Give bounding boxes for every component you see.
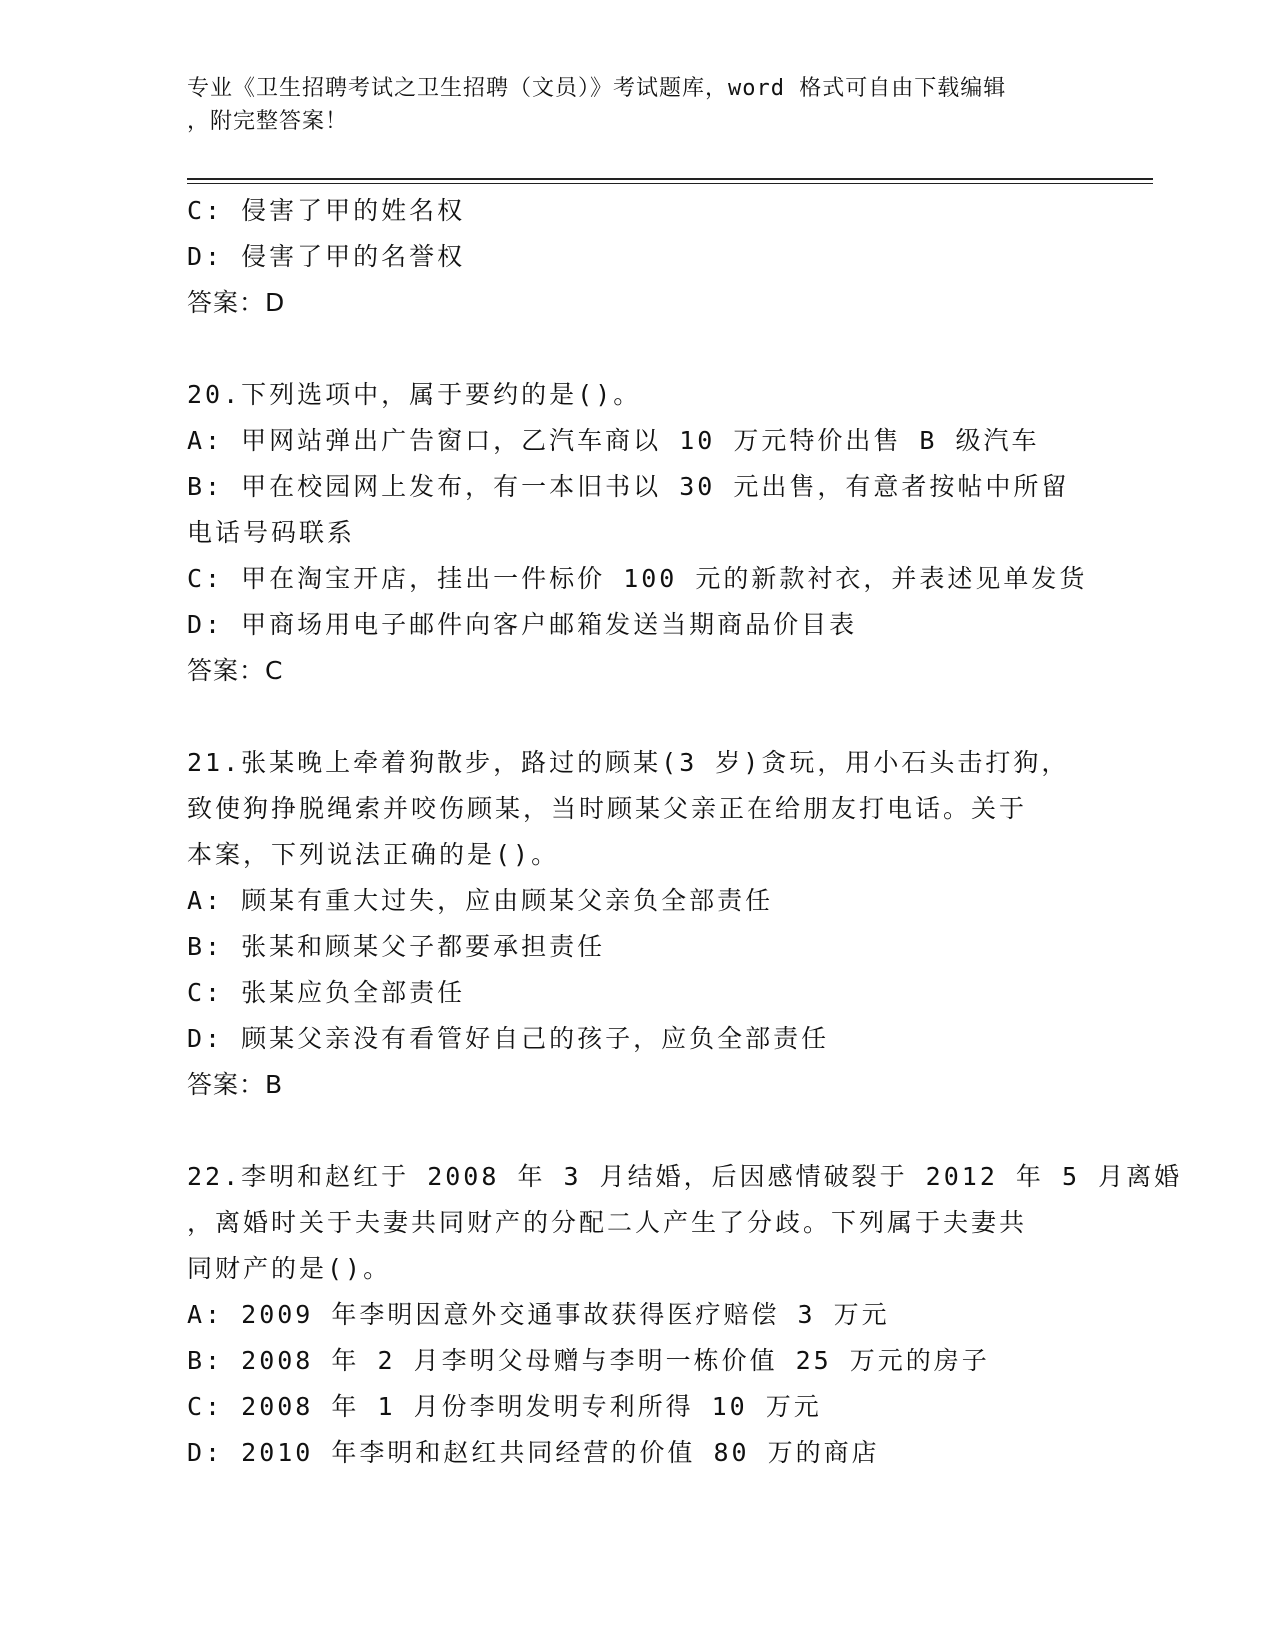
page-header: [187, 72, 1087, 138]
option-d: D: 2010 年李明和赵红共同经营的价值 80 万的商店: [187, 1438, 880, 1467]
option-d: D: 甲商场用电子邮件向客户邮箱发送当期商品价目表: [187, 610, 858, 639]
question-stem-continued: 本案，下列说法正确的是()。: [187, 840, 560, 869]
header-title-line-2: ，附完整答案！: [187, 109, 349, 134]
question-21: [187, 740, 1087, 1108]
option-b: B: 2008 年 2 月李明父母赠与李明一栋价值 25 万元的房子: [187, 1346, 990, 1375]
spacer: [187, 694, 1087, 740]
option-d: D: 侵害了甲的名誉权: [187, 242, 466, 271]
spacer: [187, 1108, 1087, 1154]
spacer: [187, 326, 1087, 372]
option-b-continued: 电话号码联系: [187, 518, 356, 547]
question-stem: 20.下列选项中，属于要约的是()。: [187, 380, 642, 409]
question-stem-continued: ，离婚时关于夫妻共同财产的分配二人产生了分歧。下列属于夫妻共: [187, 1208, 1028, 1237]
answer-label: 答案：B: [187, 1070, 284, 1099]
question-22: [187, 1154, 1183, 1476]
option-a: A: 2009 年李明因意外交通事故获得医疗赔偿 3 万元: [187, 1300, 890, 1329]
option-a: A: 甲网站弹出广告窗口，乙汽车商以 10 万元特价出售 B 级汽车: [187, 426, 1040, 455]
option-b: B: 张某和顾某父子都要承担责任: [187, 932, 606, 961]
header-divider: [187, 178, 1153, 184]
option-d: D: 顾某父亲没有看管好自己的孩子，应负全部责任: [187, 1024, 830, 1053]
question-stem-continued: 致使狗挣脱绳索并咬伤顾某，当时顾某父亲正在给朋友打电话。关于: [187, 794, 1028, 823]
question-stem: 21.张某晚上牵着狗散步，路过的顾某(3 岁)贪玩，用小石头击打狗，: [187, 748, 1070, 777]
header-title-line-1: 专业《卫生招聘考试之卫生招聘（文员）》考试题库，word 格式可自由下载编辑: [187, 76, 1007, 101]
question-20: [187, 372, 1087, 694]
question-19-tail: [187, 188, 1087, 326]
question-stem: 22.李明和赵红于 2008 年 3 月结婚，后因感情破裂于 2012 年 5 月离婚: [187, 1162, 1183, 1191]
option-c: C: 侵害了甲的姓名权: [187, 196, 466, 225]
question-stem-continued: 同财产的是()。: [187, 1254, 392, 1283]
option-c: C: 张某应负全部责任: [187, 978, 466, 1007]
answer-label: 答案：D: [187, 288, 286, 317]
option-b: B: 甲在校园网上发布，有一本旧书以 30 元出售，有意者按帖中所留: [187, 472, 1070, 501]
answer-label: 答案：C: [187, 656, 284, 685]
option-c: C: 2008 年 1 月份李明发明专利所得 10 万元: [187, 1392, 822, 1421]
option-c: C: 甲在淘宝开店，挂出一件标价 100 元的新款衬衣，并表述见单发货: [187, 564, 1088, 593]
question-list: [187, 188, 1183, 1476]
option-a: A: 顾某有重大过失，应由顾某父亲负全部责任: [187, 886, 774, 915]
